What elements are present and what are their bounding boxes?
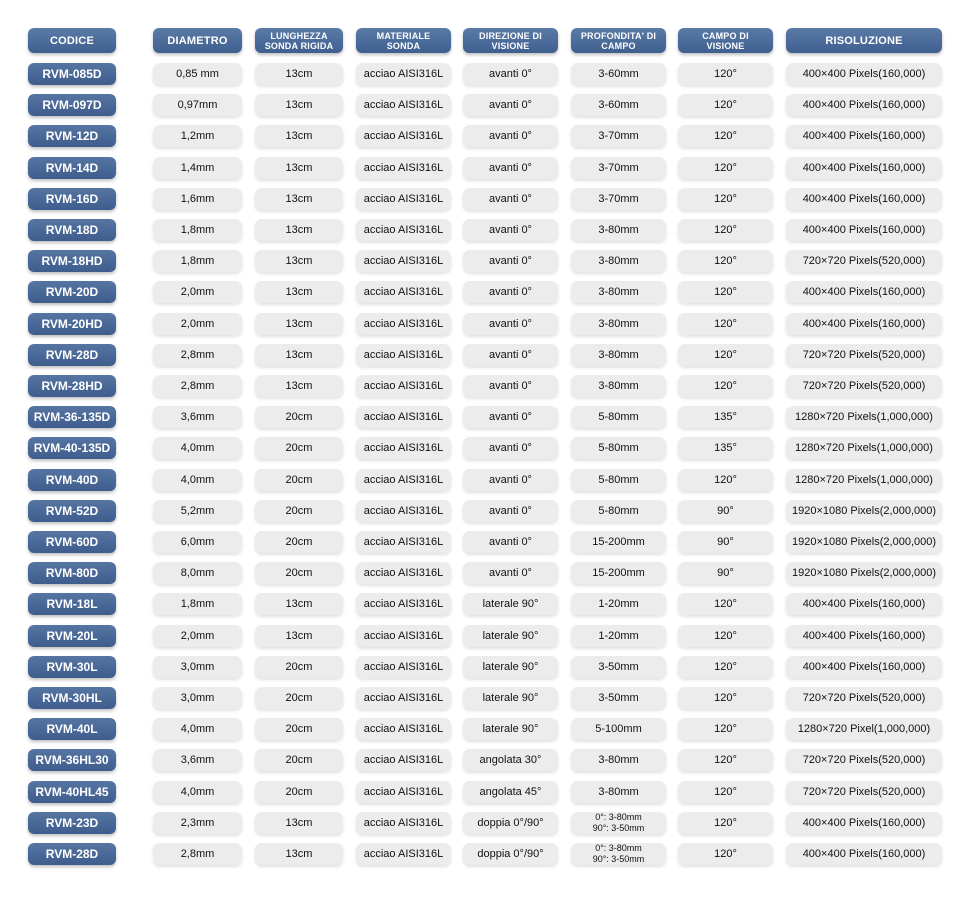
cell-depth-of-field: 5-100mm bbox=[571, 718, 666, 740]
cell-probe-length: 13cm bbox=[255, 63, 343, 85]
cell-probe-length: 13cm bbox=[255, 313, 343, 335]
cell-resolution: 1920×1080 Pixels(2,000,000) bbox=[786, 500, 942, 522]
cell-diameter: 1,4mm bbox=[153, 157, 242, 179]
cell-probe-length: 13cm bbox=[255, 157, 343, 179]
cell-probe-material: acciao AISI316L bbox=[356, 687, 451, 709]
cell-probe-material: acciao AISI316L bbox=[356, 94, 451, 116]
cell-view-direction: laterale 90° bbox=[463, 718, 558, 740]
cell-resolution: 720×720 Pixels(520,000) bbox=[786, 749, 942, 771]
cell-view-direction: doppia 0°/90° bbox=[463, 812, 558, 834]
cell-diameter: 2,0mm bbox=[153, 281, 242, 303]
cell-code: RVM-36HL30 bbox=[28, 749, 116, 771]
cell-resolution: 720×720 Pixels(520,000) bbox=[786, 375, 942, 397]
header-view-direction: DIREZIONE DI VISIONE bbox=[463, 28, 558, 53]
cell-code: RVM-28HD bbox=[28, 375, 116, 397]
cell-diameter: 6,0mm bbox=[153, 531, 242, 553]
cell-probe-length: 20cm bbox=[255, 718, 343, 740]
cell-probe-material: acciao AISI316L bbox=[356, 437, 451, 459]
cell-code: RVM-14D bbox=[28, 157, 116, 179]
cell-field-of-view: 135° bbox=[678, 406, 773, 428]
cell-depth-of-field: 3-80mm bbox=[571, 219, 666, 241]
cell-code: RVM-23D bbox=[28, 812, 116, 834]
cell-probe-length: 20cm bbox=[255, 437, 343, 459]
cell-field-of-view: 120° bbox=[678, 188, 773, 210]
cell-diameter: 1,6mm bbox=[153, 188, 242, 210]
cell-diameter: 1,8mm bbox=[153, 219, 242, 241]
cell-depth-of-field: 3-70mm bbox=[571, 188, 666, 210]
cell-code: RVM-40D bbox=[28, 469, 116, 491]
header-code: CODICE bbox=[28, 28, 116, 53]
cell-field-of-view: 120° bbox=[678, 313, 773, 335]
cell-diameter: 2,0mm bbox=[153, 313, 242, 335]
cell-depth-of-field: 5-80mm bbox=[571, 406, 666, 428]
cell-resolution: 400×400 Pixels(160,000) bbox=[786, 157, 942, 179]
cell-diameter: 4,0mm bbox=[153, 718, 242, 740]
cell-probe-material: acciao AISI316L bbox=[356, 593, 451, 615]
cell-view-direction: avanti 0° bbox=[463, 157, 558, 179]
cell-probe-material: acciao AISI316L bbox=[356, 313, 451, 335]
cell-code: RVM-40L bbox=[28, 718, 116, 740]
cell-view-direction: avanti 0° bbox=[463, 406, 558, 428]
cell-probe-length: 13cm bbox=[255, 625, 343, 647]
cell-code: RVM-18L bbox=[28, 593, 116, 615]
cell-view-direction: avanti 0° bbox=[463, 125, 558, 147]
cell-probe-material: acciao AISI316L bbox=[356, 812, 451, 834]
cell-depth-of-field: 3-80mm bbox=[571, 749, 666, 771]
cell-field-of-view: 120° bbox=[678, 749, 773, 771]
cell-field-of-view: 120° bbox=[678, 843, 773, 865]
cell-code: RVM-28D bbox=[28, 843, 116, 865]
cell-probe-material: acciao AISI316L bbox=[356, 718, 451, 740]
cell-resolution: 400×400 Pixels(160,000) bbox=[786, 843, 942, 865]
cell-resolution: 400×400 Pixels(160,000) bbox=[786, 593, 942, 615]
cell-probe-material: acciao AISI316L bbox=[356, 125, 451, 147]
cell-code: RVM-40-135D bbox=[28, 437, 116, 459]
cell-diameter: 2,0mm bbox=[153, 625, 242, 647]
cell-code: RVM-40HL45 bbox=[28, 781, 116, 803]
cell-diameter: 3,0mm bbox=[153, 656, 242, 678]
cell-probe-length: 13cm bbox=[255, 593, 343, 615]
cell-code: RVM-16D bbox=[28, 188, 116, 210]
cell-depth-of-field: 3-80mm bbox=[571, 313, 666, 335]
cell-depth-of-field: 3-80mm bbox=[571, 281, 666, 303]
cell-view-direction: avanti 0° bbox=[463, 281, 558, 303]
cell-resolution: 400×400 Pixels(160,000) bbox=[786, 125, 942, 147]
cell-depth-of-field: 3-60mm bbox=[571, 63, 666, 85]
cell-code: RVM-20HD bbox=[28, 313, 116, 335]
cell-diameter: 3,6mm bbox=[153, 749, 242, 771]
cell-resolution: 720×720 Pixels(520,000) bbox=[786, 687, 942, 709]
cell-field-of-view: 120° bbox=[678, 718, 773, 740]
cell-probe-material: acciao AISI316L bbox=[356, 531, 451, 553]
header-field-of-view: CAMPO DI VISIONE bbox=[678, 28, 773, 53]
cell-code: RVM-097D bbox=[28, 94, 116, 116]
cell-code: RVM-20L bbox=[28, 625, 116, 647]
cell-probe-length: 20cm bbox=[255, 656, 343, 678]
cell-code: RVM-60D bbox=[28, 531, 116, 553]
cell-probe-material: acciao AISI316L bbox=[356, 625, 451, 647]
cell-code: RVM-18HD bbox=[28, 250, 116, 272]
cell-resolution: 400×400 Pixels(160,000) bbox=[786, 656, 942, 678]
cell-depth-of-field: 1-20mm bbox=[571, 593, 666, 615]
cell-probe-material: acciao AISI316L bbox=[356, 500, 451, 522]
cell-diameter: 1,8mm bbox=[153, 593, 242, 615]
cell-probe-length: 20cm bbox=[255, 749, 343, 771]
cell-probe-length: 20cm bbox=[255, 781, 343, 803]
cell-code: RVM-12D bbox=[28, 125, 116, 147]
cell-field-of-view: 120° bbox=[678, 625, 773, 647]
cell-resolution: 1920×1080 Pixels(2,000,000) bbox=[786, 562, 942, 584]
cell-view-direction: laterale 90° bbox=[463, 593, 558, 615]
cell-depth-of-field: 5-80mm bbox=[571, 500, 666, 522]
cell-field-of-view: 120° bbox=[678, 656, 773, 678]
cell-probe-length: 20cm bbox=[255, 531, 343, 553]
cell-depth-of-field: 0°: 3-80mm 90°: 3-50mm bbox=[571, 812, 666, 834]
cell-diameter: 0,85 mm bbox=[153, 63, 242, 85]
header-depth-of-field: PROFONDITA' DI CAMPO bbox=[571, 28, 666, 53]
cell-code: RVM-52D bbox=[28, 500, 116, 522]
cell-probe-material: acciao AISI316L bbox=[356, 375, 451, 397]
cell-diameter: 0,97mm bbox=[153, 94, 242, 116]
cell-code: RVM-80D bbox=[28, 562, 116, 584]
cell-probe-material: acciao AISI316L bbox=[356, 562, 451, 584]
cell-view-direction: avanti 0° bbox=[463, 562, 558, 584]
cell-probe-material: acciao AISI316L bbox=[356, 843, 451, 865]
cell-field-of-view: 90° bbox=[678, 562, 773, 584]
cell-probe-material: acciao AISI316L bbox=[356, 656, 451, 678]
cell-view-direction: laterale 90° bbox=[463, 656, 558, 678]
header-diameter: DIAMETRO bbox=[153, 28, 242, 53]
cell-depth-of-field: 1-20mm bbox=[571, 625, 666, 647]
cell-depth-of-field: 15-200mm bbox=[571, 562, 666, 584]
header-probe-material: MATERIALE SONDA bbox=[356, 28, 451, 53]
cell-probe-length: 13cm bbox=[255, 250, 343, 272]
cell-diameter: 1,8mm bbox=[153, 250, 242, 272]
cell-depth-of-field: 3-80mm bbox=[571, 375, 666, 397]
cell-code: RVM-18D bbox=[28, 219, 116, 241]
cell-diameter: 4,0mm bbox=[153, 781, 242, 803]
cell-diameter: 5,2mm bbox=[153, 500, 242, 522]
cell-probe-length: 20cm bbox=[255, 469, 343, 491]
cell-resolution: 400×400 Pixels(160,000) bbox=[786, 63, 942, 85]
cell-resolution: 1280×720 Pixel(1,000,000) bbox=[786, 718, 942, 740]
cell-field-of-view: 120° bbox=[678, 812, 773, 834]
cell-probe-material: acciao AISI316L bbox=[356, 281, 451, 303]
cell-probe-length: 13cm bbox=[255, 125, 343, 147]
cell-field-of-view: 120° bbox=[678, 63, 773, 85]
cell-probe-length: 20cm bbox=[255, 687, 343, 709]
cell-resolution: 1280×720 Pixels(1,000,000) bbox=[786, 437, 942, 459]
cell-depth-of-field: 3-50mm bbox=[571, 687, 666, 709]
cell-resolution: 400×400 Pixels(160,000) bbox=[786, 625, 942, 647]
cell-resolution: 400×400 Pixels(160,000) bbox=[786, 188, 942, 210]
cell-view-direction: avanti 0° bbox=[463, 531, 558, 553]
cell-probe-material: acciao AISI316L bbox=[356, 188, 451, 210]
cell-resolution: 1920×1080 Pixels(2,000,000) bbox=[786, 531, 942, 553]
cell-field-of-view: 120° bbox=[678, 94, 773, 116]
cell-code: RVM-36-135D bbox=[28, 406, 116, 428]
cell-depth-of-field: 3-70mm bbox=[571, 125, 666, 147]
cell-code: RVM-28D bbox=[28, 344, 116, 366]
cell-field-of-view: 120° bbox=[678, 281, 773, 303]
cell-resolution: 1280×720 Pixels(1,000,000) bbox=[786, 469, 942, 491]
cell-view-direction: avanti 0° bbox=[463, 469, 558, 491]
cell-resolution: 400×400 Pixels(160,000) bbox=[786, 281, 942, 303]
cell-depth-of-field: 3-80mm bbox=[571, 781, 666, 803]
cell-depth-of-field: 3-80mm bbox=[571, 344, 666, 366]
cell-probe-length: 13cm bbox=[255, 375, 343, 397]
cell-probe-material: acciao AISI316L bbox=[356, 749, 451, 771]
cell-depth-of-field: 3-50mm bbox=[571, 656, 666, 678]
cell-probe-material: acciao AISI316L bbox=[356, 250, 451, 272]
cell-diameter: 3,6mm bbox=[153, 406, 242, 428]
cell-depth-of-field: 15-200mm bbox=[571, 531, 666, 553]
cell-depth-of-field: 3-60mm bbox=[571, 94, 666, 116]
cell-depth-of-field: 0°: 3-80mm 90°: 3-50mm bbox=[571, 843, 666, 865]
cell-probe-length: 20cm bbox=[255, 500, 343, 522]
cell-probe-material: acciao AISI316L bbox=[356, 63, 451, 85]
cell-field-of-view: 90° bbox=[678, 500, 773, 522]
cell-probe-material: acciao AISI316L bbox=[356, 469, 451, 491]
cell-view-direction: avanti 0° bbox=[463, 188, 558, 210]
cell-resolution: 400×400 Pixels(160,000) bbox=[786, 313, 942, 335]
cell-view-direction: avanti 0° bbox=[463, 437, 558, 459]
cell-view-direction: avanti 0° bbox=[463, 219, 558, 241]
cell-field-of-view: 120° bbox=[678, 344, 773, 366]
cell-probe-length: 13cm bbox=[255, 344, 343, 366]
cell-resolution: 720×720 Pixels(520,000) bbox=[786, 344, 942, 366]
cell-view-direction: avanti 0° bbox=[463, 344, 558, 366]
cell-view-direction: avanti 0° bbox=[463, 375, 558, 397]
cell-resolution: 720×720 Pixels(520,000) bbox=[786, 250, 942, 272]
cell-view-direction: avanti 0° bbox=[463, 500, 558, 522]
cell-diameter: 1,2mm bbox=[153, 125, 242, 147]
cell-probe-material: acciao AISI316L bbox=[356, 344, 451, 366]
cell-code: RVM-30HL bbox=[28, 687, 116, 709]
cell-field-of-view: 120° bbox=[678, 687, 773, 709]
cell-view-direction: doppia 0°/90° bbox=[463, 843, 558, 865]
cell-field-of-view: 120° bbox=[678, 250, 773, 272]
cell-view-direction: avanti 0° bbox=[463, 313, 558, 335]
cell-probe-length: 20cm bbox=[255, 406, 343, 428]
cell-probe-length: 13cm bbox=[255, 843, 343, 865]
cell-diameter: 4,0mm bbox=[153, 469, 242, 491]
cell-view-direction: avanti 0° bbox=[463, 250, 558, 272]
cell-diameter: 2,8mm bbox=[153, 375, 242, 397]
cell-resolution: 400×400 Pixels(160,000) bbox=[786, 812, 942, 834]
header-probe-length: LUNGHEZZA SONDA RIGIDA bbox=[255, 28, 343, 53]
cell-probe-length: 13cm bbox=[255, 94, 343, 116]
cell-field-of-view: 135° bbox=[678, 437, 773, 459]
cell-field-of-view: 120° bbox=[678, 157, 773, 179]
cell-view-direction: laterale 90° bbox=[463, 625, 558, 647]
cell-view-direction: avanti 0° bbox=[463, 63, 558, 85]
cell-field-of-view: 120° bbox=[678, 375, 773, 397]
cell-diameter: 3,0mm bbox=[153, 687, 242, 709]
cell-probe-length: 13cm bbox=[255, 281, 343, 303]
cell-code: RVM-085D bbox=[28, 63, 116, 85]
cell-depth-of-field: 5-80mm bbox=[571, 469, 666, 491]
cell-depth-of-field: 3-80mm bbox=[571, 250, 666, 272]
cell-diameter: 8,0mm bbox=[153, 562, 242, 584]
cell-code: RVM-20D bbox=[28, 281, 116, 303]
cell-probe-length: 20cm bbox=[255, 562, 343, 584]
cell-probe-length: 13cm bbox=[255, 188, 343, 210]
cell-field-of-view: 120° bbox=[678, 219, 773, 241]
cell-field-of-view: 120° bbox=[678, 781, 773, 803]
cell-field-of-view: 120° bbox=[678, 593, 773, 615]
cell-depth-of-field: 5-80mm bbox=[571, 437, 666, 459]
cell-probe-material: acciao AISI316L bbox=[356, 219, 451, 241]
cell-probe-material: acciao AISI316L bbox=[356, 157, 451, 179]
cell-field-of-view: 120° bbox=[678, 469, 773, 491]
cell-view-direction: laterale 90° bbox=[463, 687, 558, 709]
cell-depth-of-field: 3-70mm bbox=[571, 157, 666, 179]
cell-diameter: 2,3mm bbox=[153, 812, 242, 834]
cell-probe-material: acciao AISI316L bbox=[356, 406, 451, 428]
cell-view-direction: avanti 0° bbox=[463, 94, 558, 116]
cell-resolution: 400×400 Pixels(160,000) bbox=[786, 219, 942, 241]
cell-probe-length: 13cm bbox=[255, 219, 343, 241]
cell-diameter: 4,0mm bbox=[153, 437, 242, 459]
cell-probe-material: acciao AISI316L bbox=[356, 781, 451, 803]
cell-view-direction: angolata 45° bbox=[463, 781, 558, 803]
cell-field-of-view: 120° bbox=[678, 125, 773, 147]
cell-view-direction: angolata 30° bbox=[463, 749, 558, 771]
cell-diameter: 2,8mm bbox=[153, 843, 242, 865]
cell-diameter: 2,8mm bbox=[153, 344, 242, 366]
cell-resolution: 720×720 Pixels(520,000) bbox=[786, 781, 942, 803]
cell-probe-length: 13cm bbox=[255, 812, 343, 834]
header-resolution: RISOLUZIONE bbox=[786, 28, 942, 53]
cell-field-of-view: 90° bbox=[678, 531, 773, 553]
cell-resolution: 400×400 Pixels(160,000) bbox=[786, 94, 942, 116]
cell-resolution: 1280×720 Pixels(1,000,000) bbox=[786, 406, 942, 428]
cell-code: RVM-30L bbox=[28, 656, 116, 678]
